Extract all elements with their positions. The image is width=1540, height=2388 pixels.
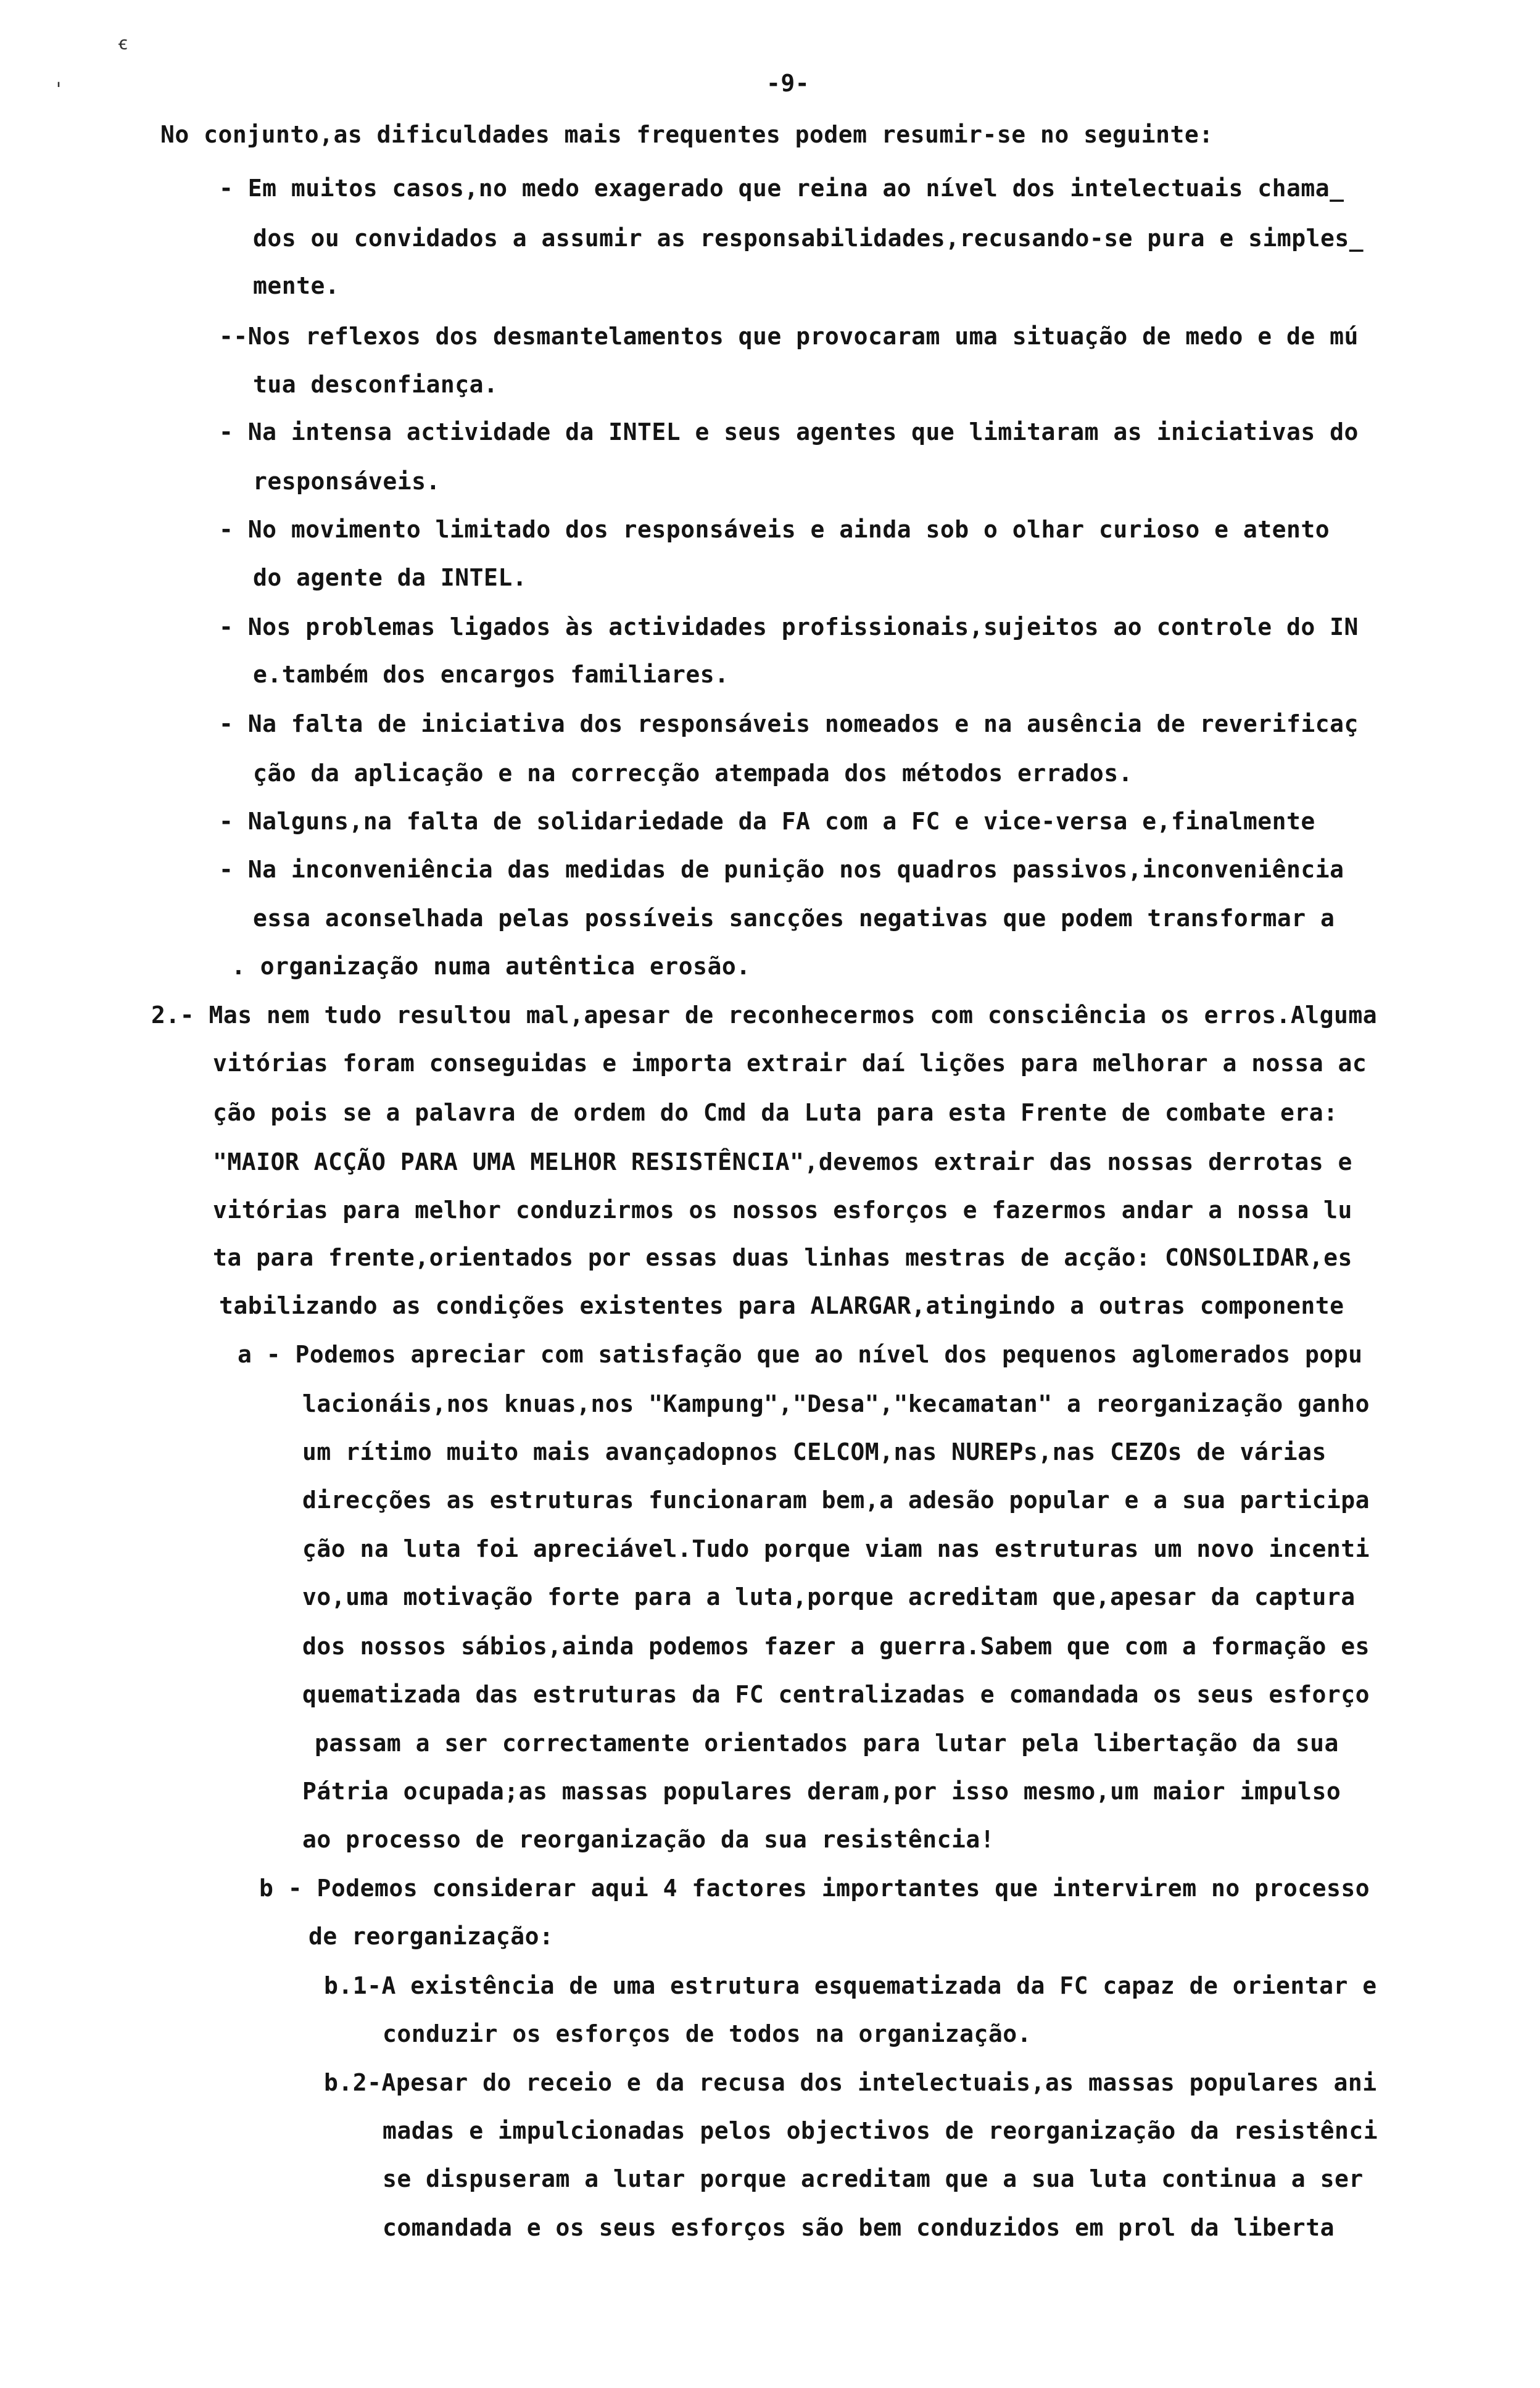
text-line: mente. — [253, 272, 340, 299]
text-line: tua desconfiança. — [253, 371, 499, 398]
text-line: - Nos problemas ligados às actividades profissionais,sujeitos ao controle do IN — [219, 613, 1359, 641]
text-line: - No movimento limitado dos responsáveis e ainda sob o olhar curioso e atento — [219, 516, 1330, 543]
text-line: Pátria ocupada;as massas populares deram,por isso mesmo,um maior impulso — [302, 1778, 1341, 1805]
text-line: tabilizando as condições existentes para ALARGAR,atingindo a outras componente — [219, 1292, 1344, 1319]
text-line: madas e impulcionadas pelos objectivos de reorganização da resistênci — [383, 2117, 1378, 2144]
text-line: No conjunto,as dificuldades mais frequentes podem resumir-se no seguinte: — [160, 121, 1214, 148]
text-line: b.2-Apesar do receio e da recusa dos intelectuais,as massas populares ani — [324, 2069, 1377, 2096]
text-line: do agente da INTEL. — [253, 564, 528, 591]
text-line: conduzir os esforços de todos na organização. — [383, 2020, 1032, 2047]
text-line: vitórias para melhor conduzirmos os nossos esforços e fazermos andar a nossa lu — [213, 1196, 1352, 1224]
text-line: - Em muitos casos,no medo exagerado que reina ao nível dos intelectuais chama_ — [219, 175, 1344, 202]
text-line: quematizada das estruturas da FC centralizadas e comandada os seus esforço — [302, 1681, 1370, 1708]
text-line: dos ou convidados a assumir as responsabilidades,recusando-se pura e simples_ — [253, 225, 1364, 252]
text-line: --Nos reflexos dos desmantelamentos que provocaram uma situação de medo e de mú — [219, 323, 1359, 350]
text-line: a - Podemos apreciar com satisfação que ao nível dos pequenos aglomerados popu — [238, 1341, 1363, 1368]
text-line: - Na inconveniência das medidas de punição nos quadros passivos,inconveniência — [219, 856, 1344, 883]
text-line: direcções as estruturas funcionaram bem,a adesão popular e a sua participa — [302, 1486, 1370, 1514]
text-line: vo,uma motivação forte para a luta,porque acreditam que,apesar da captura — [302, 1583, 1356, 1611]
text-line: b.1-A existência de uma estrutura esquematizada da FC capaz de orientar e — [324, 1972, 1377, 1999]
text-line: dos nossos sábios,ainda podemos fazer a guerra.Sabem que com a formação es — [302, 1633, 1370, 1660]
text-line: ção da aplicação e na correcção atempada dos métodos errados. — [253, 760, 1133, 787]
text-line: passam a ser correctamente orientados para lutar pela libertação da sua — [315, 1730, 1339, 1757]
text-line: - Na falta de iniciativa dos responsáveis nomeados e na ausência de reverificaç — [219, 710, 1359, 737]
text-line: ao processo de reorganização da sua resistência! — [302, 1826, 995, 1853]
text-line: "MAIOR ACÇÃO PARA UMA MELHOR RESISTÊNCIA",devemos extrair das nossas derrotas e — [213, 1148, 1352, 1175]
text-line: e.também dos encargos familiares. — [253, 661, 729, 688]
text-line: ção na luta foi apreciável.Tudo porque viam nas estruturas um novo incenti — [302, 1535, 1370, 1562]
text-line: de reorganização: — [308, 1923, 554, 1950]
text-line: responsáveis. — [253, 468, 441, 495]
text-line: comandada e os seus esforços são bem conduzidos em prol da liberta — [383, 2214, 1335, 2241]
text-line: ção pois se a palavra de ordem do Cmd da Luta para esta Frente de combate era: — [213, 1099, 1338, 1126]
text-line: lacionáis,nos knuas,nos "Kampung","Desa","kecamatan" a reorganização ganho — [302, 1390, 1370, 1417]
text-line: um rítimo muito mais avançadopnos CELCOM,nas NUREPs,nas CEZOs de várias — [302, 1438, 1327, 1466]
text-line: 2.- Mas nem tudo resultou mal,apesar de reconhecermos com consciência os erros.Alguma — [151, 1001, 1378, 1029]
corner-mark: ꞓ — [118, 33, 128, 54]
page-number: -9- — [766, 70, 810, 97]
text-line: . organização numa autêntica erosão. — [231, 953, 751, 980]
text-line: se dispuseram a lutar porque acreditam que a sua luta continua a ser — [383, 2165, 1364, 2192]
text-line: essa aconselhada pelas possíveis sancções negativas que podem transformar a — [253, 905, 1335, 932]
text-line: - Nalguns,na falta de solidariedade da FA com a FC e vice-versa e,finalmente — [219, 808, 1315, 835]
text-line: b - Podemos considerar aqui 4 factores importantes que intervirem no processo — [259, 1875, 1370, 1902]
text-line: - Na intensa actividade da INTEL e seus agentes que limitaram as iniciativas do — [219, 418, 1359, 446]
margin-mark: ' — [53, 79, 65, 101]
text-line: ta para frente,orientados por essas duas linhas mestras de acção: CONSOLIDAR,es — [213, 1244, 1352, 1271]
text-line: vitórias foram conseguidas e importa extrair daí lições para melhorar a nossa ac — [213, 1050, 1367, 1077]
